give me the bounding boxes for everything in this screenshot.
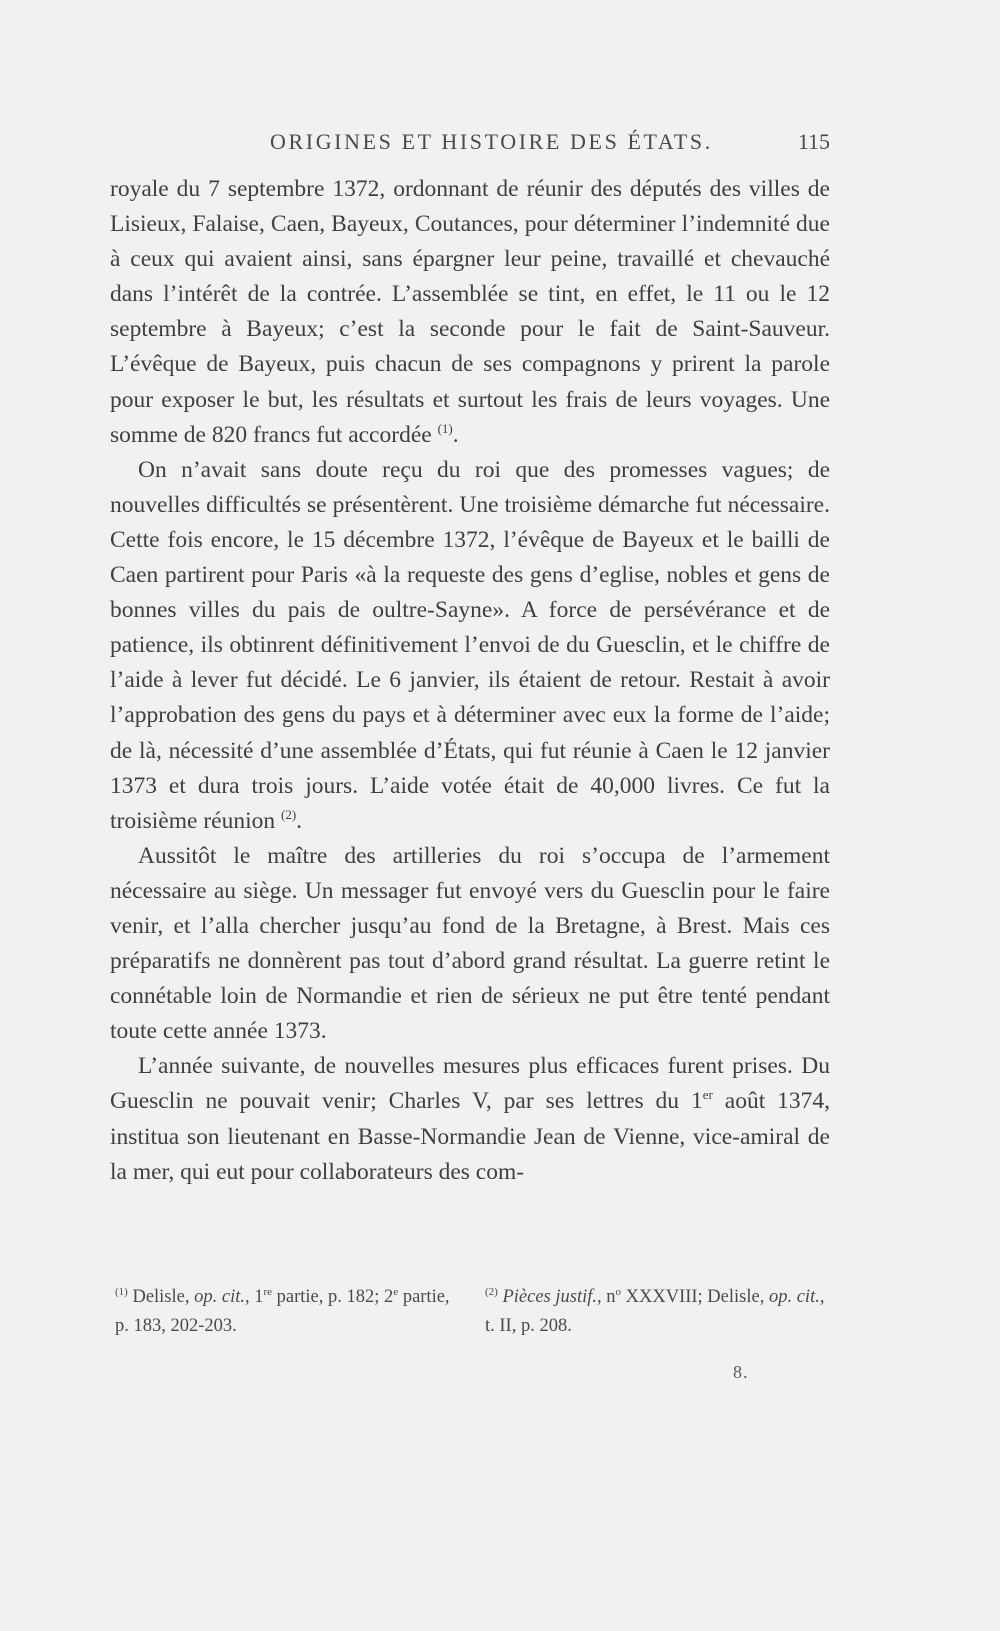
running-title: ORIGINES ET HISTOIRE DES ÉTATS. [270, 129, 713, 154]
footnote-ref: (1) [437, 420, 453, 436]
signature-mark: 8. [733, 1362, 749, 1382]
footnote-ref: (2) [280, 806, 297, 822]
paragraph: L’année suivante, de nouvelles mesures plus efficaces furent prises. Du Guesclin ne pouvait venir; Charles V, par ses lettres du 1er août 1374, institua son lieutenant en Basse-Normandie Jean de Vienne, vice-amiral de la mer, qui eut pour collaborateurs des com- [110, 1053, 831, 1185]
footnotes [110, 1283, 830, 1341]
paragraph: royale du 7 septembre 1372, ordonnant de réunir des députés des villes de Lisieux, Falaise, Caen, Bayeux, Coutances, pour déterminer l’indemnité due à ceux qui avaient ainsi, sans épargner leur peine, travaillé et chevauché dans l’intérêt de la contrée. L’assemblée se tint, en effet, le 11 ou le 12 septembre à Bayeux; c’est la seconde pour le fait de Saint-Sauveur. L’évêque de Bayeux, puis chacun de ses compagnons y prirent la parole pour exposer le but, les résultats et surtout les frais de leurs voyages. Une somme de 820 francs fut accordée $^{(1)}$. [110, 176, 830, 448]
footnote-1: $^{(1)}$ Delisle, op. cit., 1re partie, p. 182; 2e partie, p. 183, 202-203. [115, 1286, 450, 1336]
footnote-2: $^{(2)}$ Pièces justif., $n^o$ XXXVIII; Delisle, op. cit., t. II, p. 208. [485, 1286, 825, 1336]
paragraph: On n’avait sans doute reçu du roi que des promesses vagues; de nouvelles difficultés se présentèrent. Une troisième démarche fut nécessaire. Cette fois encore, le 15 décembre 1372, l’évêque de Bayeux et le bailli de Caen partirent pour Paris «à la requeste des gens d’eglise, nobles et gens de bonnes villes du pais de oultre-Sayne». A force de persévérance et de patience, ils obtinrent définitivement l’envoi de du Guesclin, et le chiffre de l’aide à lever fut décidé. Le 6 janvier, ils étaient de retour. Restait à avoir l’approbation des gens du pays et à déterminer avec eux la forme de l’aide; de là, nécessité d’une assemblée d’États, qui fut réunie à Caen le 12 janvier 1373 et dura trois jours. L’aide votée était de 40,000 livres. Ce fut la troisième réunion $^{(2)}$. [110, 456, 830, 834]
running-header [110, 129, 830, 161]
paragraph: Aussitôt le maître des artilleries du roi s’occupa de l’armement nécessaire au siège. Un messager fut envoyé vers du Guesclin pour le faire venir, et l’alla chercher jusqu’au fond de la Bretagne, à Brest. Mais ces préparatifs ne donnèrent pas tout d’abord grand résultat. La guerre retint le connétable loin de Normandie et rien de sérieux ne put être tenté pendant toute cette année 1373. [110, 842, 830, 1045]
body-text [110, 172, 830, 1190]
page-number: 115 [797, 129, 830, 154]
